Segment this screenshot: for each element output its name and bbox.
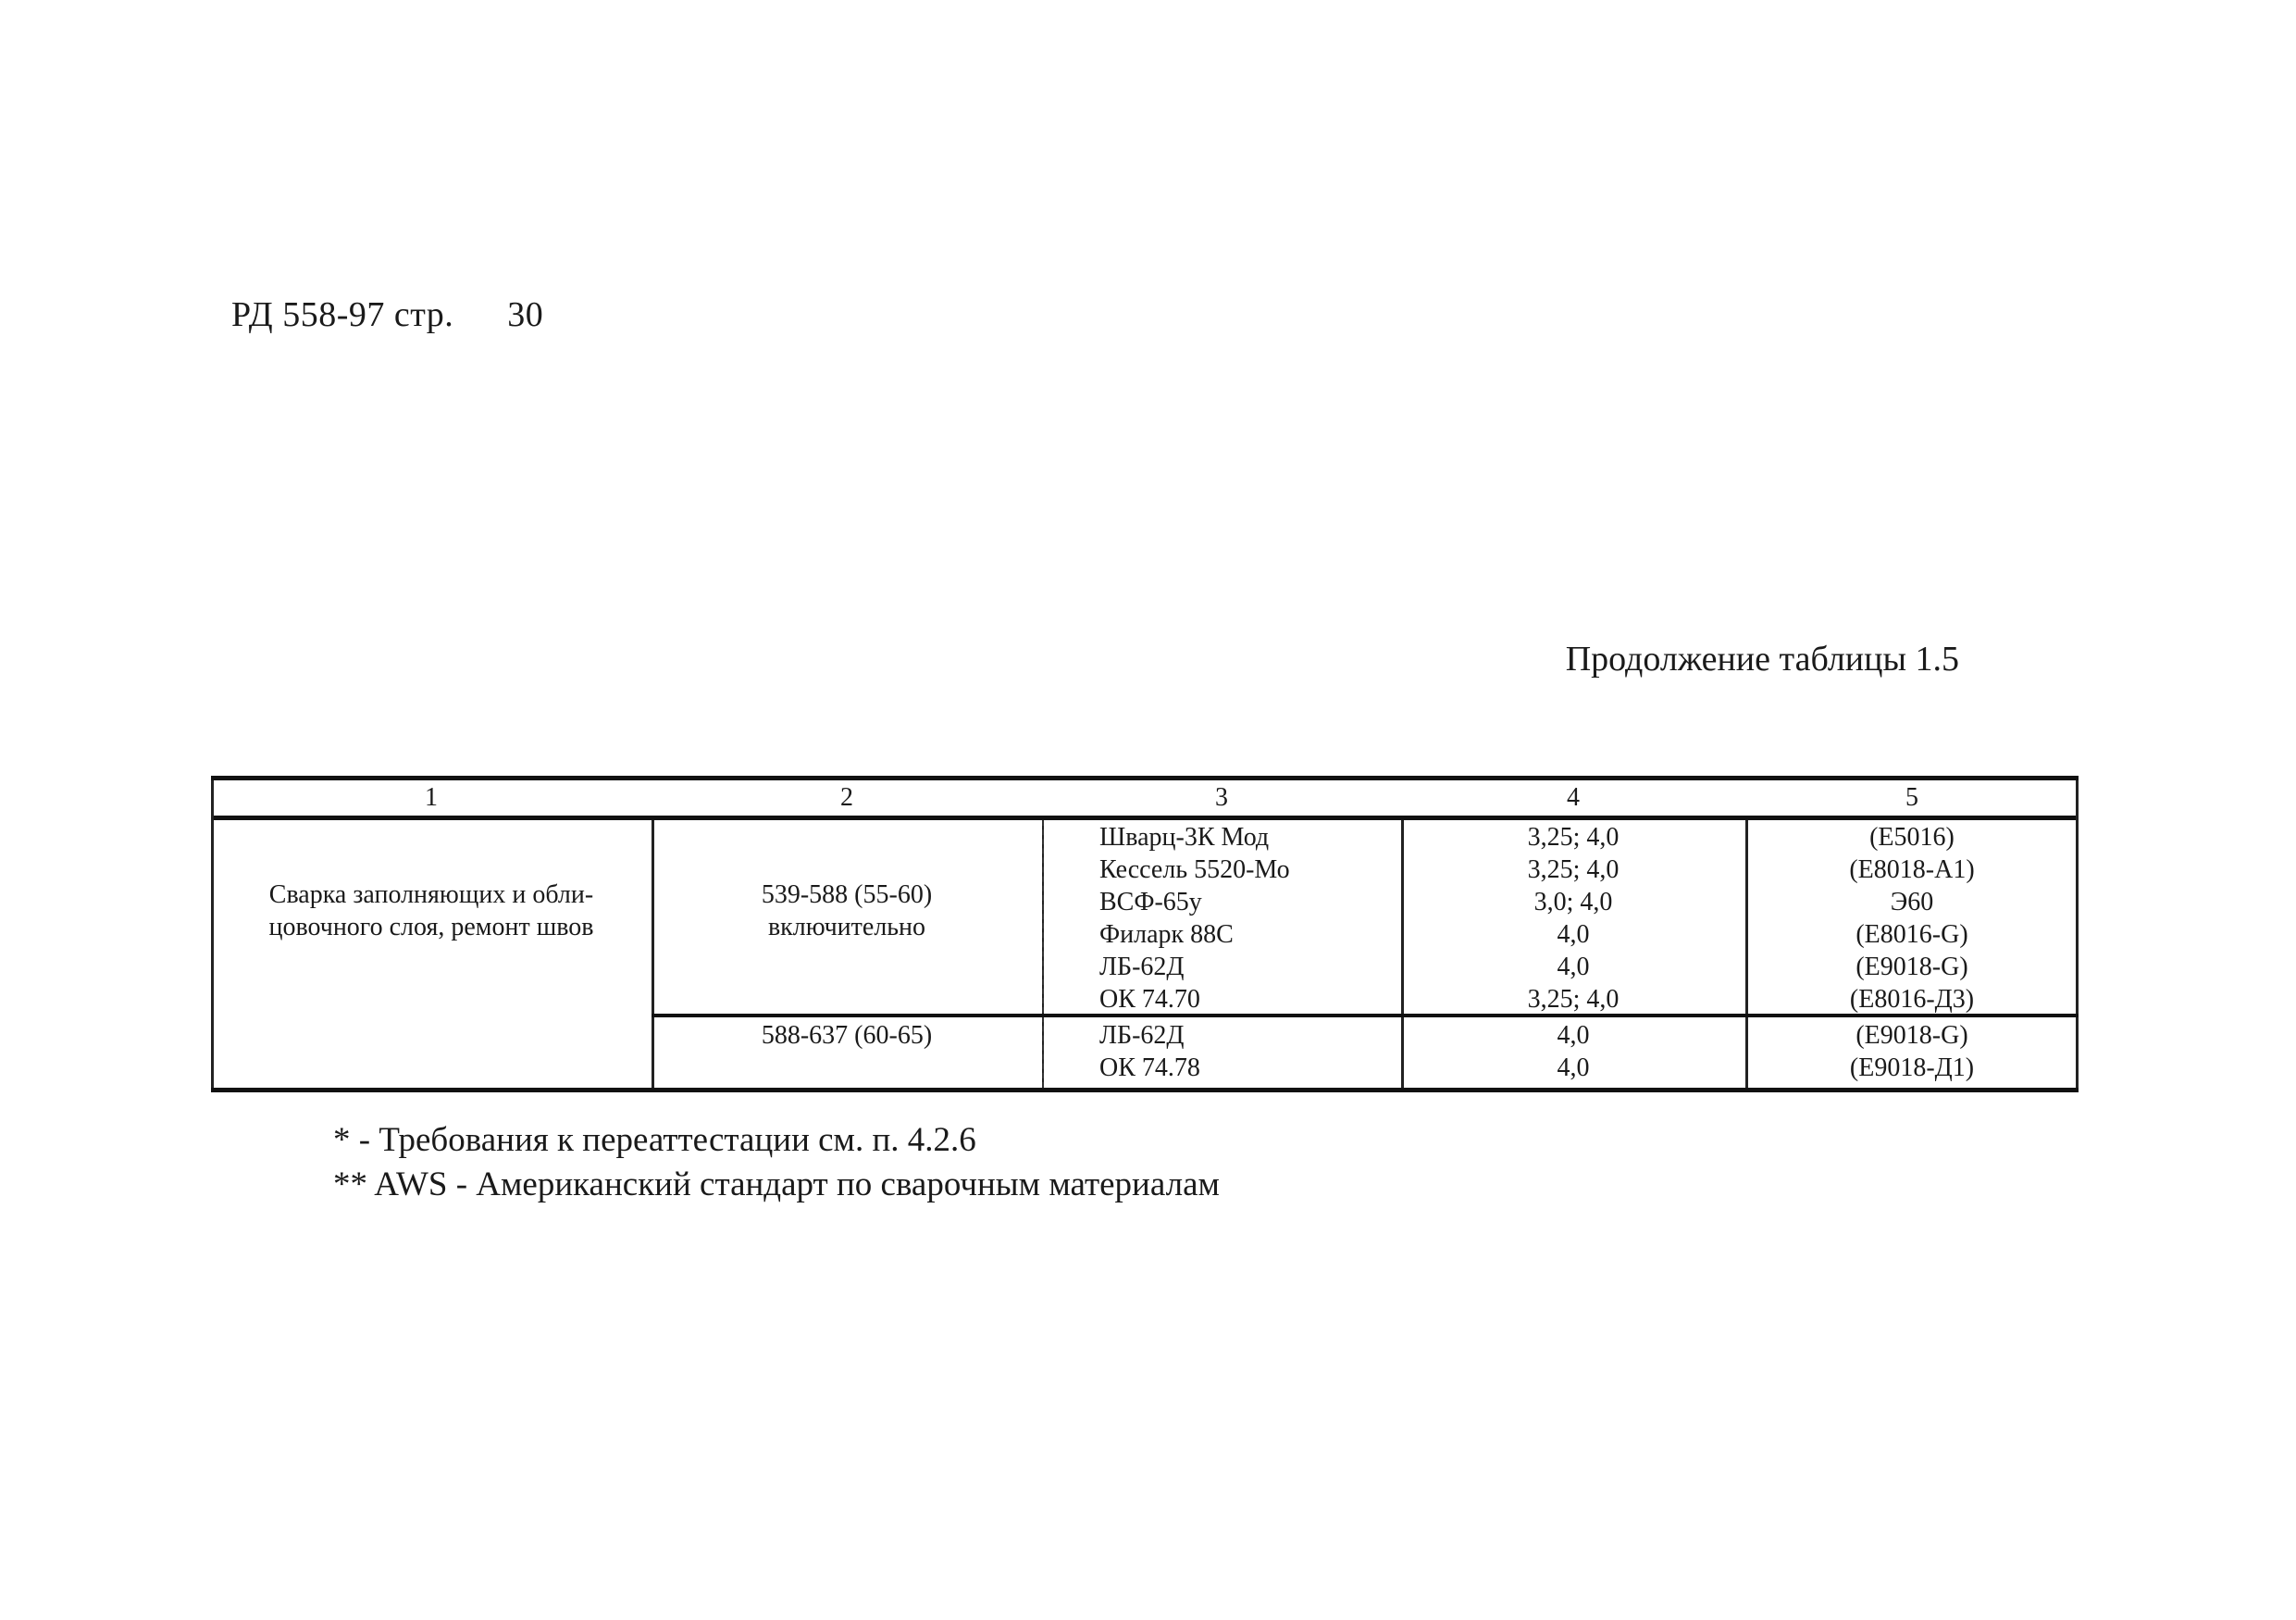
footnote-reattestation: * - Требования к переаттестации см. п. 4.2.6 xyxy=(333,1121,976,1159)
aws-class: (Е8016-Д3) xyxy=(1849,985,1975,1014)
footnote-aws: ** AWS - Американский стандарт по сварочным материалам xyxy=(333,1165,1220,1203)
material-name: ЛБ-62Д xyxy=(1099,953,1185,981)
material-name: ЛБ-62Д xyxy=(1099,1021,1185,1050)
table-caption: Продолжение таблицы 1.5 xyxy=(1565,640,1959,679)
table-header-row xyxy=(211,780,2079,820)
aws-class: Э60 xyxy=(1890,888,1934,916)
diameter-value: 4,0 xyxy=(1557,1021,1590,1050)
diameter-value: 3,25; 4,0 xyxy=(1527,823,1620,852)
strength-range-2: 588-637 (60-65) xyxy=(761,1021,933,1050)
strength-range-1: 539-588 (55-60) xyxy=(761,880,933,909)
welding-materials-table xyxy=(211,776,2079,1092)
page-number: 30 xyxy=(507,295,544,334)
purpose-line-2: цовочного слоя, ремонт швов xyxy=(268,913,594,941)
footnotes xyxy=(333,1118,1220,1207)
aws-class: (Е8016-G) xyxy=(1855,920,1968,949)
aws-class: (Е9018-Д1) xyxy=(1849,1053,1975,1082)
aws-class: (Е9018-G) xyxy=(1855,953,1968,981)
strength-range-1-note: включительно xyxy=(767,913,926,941)
column-divider-2-3 xyxy=(1042,820,1044,1088)
material-name: ОК 74.70 xyxy=(1099,985,1200,1014)
diameter-value: 3,25; 4,0 xyxy=(1527,855,1620,884)
diameter-value: 3,0; 4,0 xyxy=(1533,888,1613,916)
header-cell-2: 2 xyxy=(840,783,853,812)
header-cell-5: 5 xyxy=(1905,783,1918,812)
aws-class: (Е9018-G) xyxy=(1855,1021,1968,1050)
aws-class: (Е8018-А1) xyxy=(1849,855,1975,884)
diameter-value: 4,0 xyxy=(1557,953,1590,981)
diameter-value: 3,25; 4,0 xyxy=(1527,985,1620,1014)
material-name: Шварц-3К Мод xyxy=(1099,823,1270,852)
diameter-value: 4,0 xyxy=(1557,920,1590,949)
page-header xyxy=(231,294,543,335)
document-reference: РД 558-97 стр. xyxy=(231,295,454,334)
header-cell-3: 3 xyxy=(1215,783,1228,812)
material-name: Кессель 5520-Мо xyxy=(1099,855,1290,884)
purpose-line-1: Сварка заполняющих и обли- xyxy=(268,880,594,909)
aws-class: (Е5016) xyxy=(1869,823,1955,852)
header-cell-1: 1 xyxy=(425,783,438,812)
header-cell-4: 4 xyxy=(1567,783,1580,812)
diameter-value: 4,0 xyxy=(1557,1053,1590,1082)
material-name: Филарк 88С xyxy=(1099,920,1234,949)
material-name: ОК 74.78 xyxy=(1099,1053,1200,1082)
material-name: ВСФ-65у xyxy=(1099,888,1202,916)
